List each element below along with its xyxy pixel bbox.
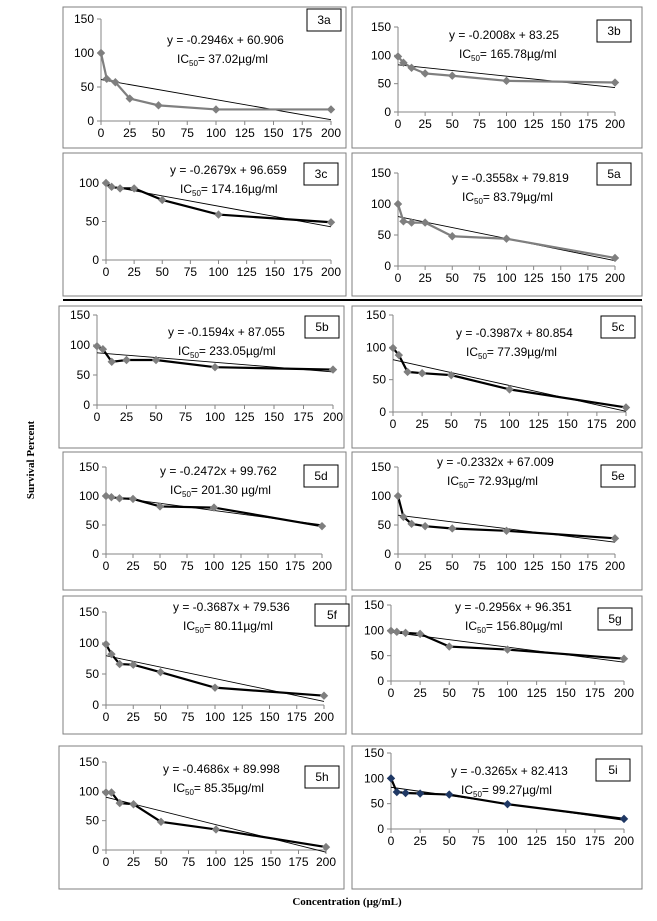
x-tick-label: 100 xyxy=(499,417,520,431)
x-tick-label: 0 xyxy=(387,834,395,848)
x-tick-label: 150 xyxy=(555,686,576,700)
ic50-value: = 99.27µg/ml xyxy=(481,783,552,797)
y-tick-label: 100 xyxy=(69,338,90,352)
y-tick-label: 150 xyxy=(78,755,99,769)
x-tick-label: 100 xyxy=(497,686,518,700)
y-tick-label: 150 xyxy=(363,746,384,760)
y-tick-label: 0 xyxy=(384,105,391,119)
x-tick-label: 100 xyxy=(208,265,229,279)
y-tick-label: 150 xyxy=(78,460,99,474)
x-tick-label: 150 xyxy=(264,265,285,279)
x-tick-label: 175 xyxy=(584,686,605,700)
x-tick-label: 75 xyxy=(181,710,195,724)
x-tick-label: 50 xyxy=(153,710,168,724)
x-tick-label: 25 xyxy=(413,834,427,848)
ic50-prefix: IC xyxy=(462,190,474,204)
x-tick-label: 125 xyxy=(528,417,549,431)
trend-equation: y = -0.2956x + 96.351 xyxy=(455,600,572,614)
ic50-subscript: 50 xyxy=(189,59,198,68)
trend-equation: y = -0.4686x + 89.998 xyxy=(163,762,280,776)
chart-panel-5f xyxy=(63,596,349,734)
trend-equation: y = -0.3265x + 82.413 xyxy=(451,764,568,778)
x-tick-label: 50 xyxy=(149,410,163,424)
x-tick-label: 0 xyxy=(93,410,101,424)
x-tick-label: 150 xyxy=(550,117,571,131)
x-tick-label: 100 xyxy=(496,559,517,573)
y-tick-label: 50 xyxy=(377,518,391,532)
y-tick-label: 150 xyxy=(363,598,384,612)
chart-panel-5d xyxy=(63,452,346,590)
ic50-prefix: IC xyxy=(178,344,190,358)
x-tick-label: 75 xyxy=(180,559,194,573)
ic50-prefix: IC xyxy=(180,182,192,196)
y-tick-label: 0 xyxy=(83,398,90,412)
y-tick-label: 0 xyxy=(87,114,94,128)
trend-equation: y = -0.3687x + 79.536 xyxy=(173,600,290,614)
x-tick-label: 175 xyxy=(292,265,313,279)
ic50-prefix: IC xyxy=(465,619,477,633)
panel-id-label: 5c xyxy=(611,320,625,334)
y-tick-label: 50 xyxy=(85,667,99,681)
y-tick-label: 100 xyxy=(78,489,99,503)
ic50-prefix: IC xyxy=(183,619,195,633)
x-tick-label: 100 xyxy=(497,834,518,848)
x-tick-label: 50 xyxy=(444,417,458,431)
x-tick-label: 25 xyxy=(127,265,141,279)
x-tick-label: 0 xyxy=(394,559,402,573)
trend-equation: y = -0.2946x + 60.906 xyxy=(167,33,284,47)
trend-equation: y = -0.2008x + 83.25 xyxy=(449,28,560,42)
x-tick-label: 125 xyxy=(236,265,257,279)
ic50-prefix: IC xyxy=(459,47,471,61)
x-tick-label: 150 xyxy=(557,417,578,431)
trend-equation: y = -0.2472x + 99.762 xyxy=(160,464,277,478)
chart-panel-3b xyxy=(352,7,642,148)
chart-panel-5h xyxy=(59,746,344,889)
x-tick-label: 200 xyxy=(322,410,344,424)
ic50-subscript: 50 xyxy=(471,54,480,63)
panel-id-label: 5e xyxy=(611,469,625,483)
x-tick-label: 50 xyxy=(154,855,168,869)
panel-id-label: 5h xyxy=(315,770,329,784)
x-tick-label: 125 xyxy=(523,271,544,285)
x-tick-label: 50 xyxy=(151,126,166,140)
x-tick-label: 125 xyxy=(230,559,252,573)
y-tick-label: 0 xyxy=(384,259,391,273)
x-tick-label: 125 xyxy=(523,559,544,573)
ic50-prefix: IC xyxy=(447,474,459,488)
trend-equation: y = -0.2679x + 96.659 xyxy=(170,163,287,177)
x-tick-label: 25 xyxy=(123,126,137,140)
y-tick-label: 150 xyxy=(370,166,391,180)
panel-id-label: 5f xyxy=(326,608,338,622)
panel-id-label: 3b xyxy=(607,24,621,38)
x-tick-label: 0 xyxy=(394,117,402,131)
x-tick-label: 0 xyxy=(102,710,110,724)
x-tick-label: 200 xyxy=(315,855,337,869)
ic50-subscript: 50 xyxy=(459,481,468,490)
ic50-subscript: 50 xyxy=(185,788,194,797)
chart-panel-5g xyxy=(352,596,642,734)
x-tick-label: 50 xyxy=(155,265,169,279)
y-tick-label: 100 xyxy=(363,771,384,786)
ic50-subscript: 50 xyxy=(192,189,201,198)
x-tick-label: 50 xyxy=(442,686,456,700)
ic50-prefix: IC xyxy=(170,483,182,497)
x-tick-label: 25 xyxy=(418,271,432,285)
y-tick-label: 150 xyxy=(69,308,90,322)
x-tick-label: 175 xyxy=(584,834,605,848)
x-tick-label: 150 xyxy=(259,710,280,724)
panel-id-label: 5g xyxy=(608,612,622,626)
chart-panel-5e xyxy=(352,452,642,590)
panel-id-label: 3c xyxy=(314,167,328,181)
y-tick-label: 150 xyxy=(370,20,391,34)
x-tick-label: 25 xyxy=(415,417,429,431)
y-tick-label: 50 xyxy=(372,372,386,387)
x-tick-label: 150 xyxy=(550,559,571,573)
x-tick-label: 0 xyxy=(387,686,395,700)
x-tick-label: 50 xyxy=(445,271,459,285)
x-axis-label: Concentration (µg/mL) xyxy=(292,896,402,908)
x-tick-label: 175 xyxy=(288,855,309,869)
x-tick-label: 125 xyxy=(234,410,255,424)
x-tick-label: 25 xyxy=(418,117,432,131)
ic50-prefix: IC xyxy=(461,783,473,797)
y-tick-label: 150 xyxy=(73,12,94,26)
ic50-value: = 85.35µg/ml xyxy=(193,781,264,795)
x-tick-label: 175 xyxy=(586,417,607,431)
x-tick-label: 100 xyxy=(496,271,517,285)
panel-id-label: 5a xyxy=(607,167,621,181)
chart-panel-3c xyxy=(63,153,346,296)
y-tick-label: 50 xyxy=(377,228,391,242)
x-tick-label: 100 xyxy=(203,559,225,573)
y-tick-label: 50 xyxy=(377,76,391,91)
x-tick-label: 75 xyxy=(473,417,488,431)
y-tick-label: 0 xyxy=(384,547,391,561)
ic50-prefix: IC xyxy=(173,781,185,795)
y-tick-label: 0 xyxy=(377,674,384,688)
x-tick-label: 75 xyxy=(471,686,486,700)
x-tick-label: 175 xyxy=(286,710,307,724)
x-tick-label: 100 xyxy=(204,710,226,724)
ic50-value: = 83.79µg/ml xyxy=(482,190,553,204)
y-tick-label: 0 xyxy=(92,547,99,561)
y-tick-label: 0 xyxy=(92,698,99,712)
ic50-value: = 165.78µg/ml xyxy=(479,47,557,61)
x-tick-label: 50 xyxy=(153,559,167,573)
ic50-value: = 233.05µg/ml xyxy=(198,344,276,358)
y-tick-label: 50 xyxy=(370,796,384,811)
x-tick-label: 200 xyxy=(604,559,626,573)
y-tick-label: 100 xyxy=(78,176,99,190)
y-tick-label: 50 xyxy=(80,80,94,94)
x-tick-label: 100 xyxy=(205,126,227,140)
ic50-subscript: 50 xyxy=(195,626,204,635)
y-tick-label: 0 xyxy=(92,843,99,857)
x-tick-label: 75 xyxy=(181,855,196,869)
x-tick-label: 175 xyxy=(577,271,598,285)
x-tick-label: 150 xyxy=(555,834,576,848)
x-tick-label: 0 xyxy=(102,855,110,869)
y-tick-label: 100 xyxy=(365,340,386,355)
x-tick-label: 75 xyxy=(183,265,198,279)
x-tick-label: 75 xyxy=(472,117,487,131)
ic50-subscript: 50 xyxy=(190,351,199,360)
chart-panel-5b xyxy=(59,306,344,448)
ic50-subscript: 50 xyxy=(473,790,482,799)
trend-equation: y = -0.1594x + 87.055 xyxy=(168,325,285,339)
ic50-value: = 201.30 µg/ml xyxy=(190,483,271,497)
x-tick-label: 200 xyxy=(604,117,626,131)
x-tick-label: 200 xyxy=(311,559,333,573)
trend-equation: y = -0.3987x + 80.854 xyxy=(456,326,573,340)
x-tick-label: 125 xyxy=(523,117,544,131)
y-tick-label: 50 xyxy=(76,368,90,382)
y-tick-label: 100 xyxy=(363,623,384,638)
x-tick-label: 75 xyxy=(178,410,193,424)
x-tick-label: 200 xyxy=(613,834,635,848)
x-tick-label: 200 xyxy=(313,710,335,724)
x-tick-label: 125 xyxy=(526,834,547,848)
x-tick-label: 50 xyxy=(445,559,459,573)
y-tick-label: 100 xyxy=(370,197,391,211)
chart-panel-5c xyxy=(352,306,642,448)
y-tick-label: 100 xyxy=(78,784,99,799)
x-tick-label: 25 xyxy=(126,710,140,724)
ic50-subscript: 50 xyxy=(182,490,191,499)
x-tick-label: 25 xyxy=(413,686,427,700)
panel-id-label: 5b xyxy=(315,320,329,334)
ic50-value: = 72.93µg/ml xyxy=(467,474,538,488)
x-tick-label: 150 xyxy=(550,271,571,285)
x-tick-label: 175 xyxy=(293,410,314,424)
chart-panel-3a xyxy=(63,7,346,148)
y-tick-label: 0 xyxy=(379,405,386,419)
x-tick-label: 150 xyxy=(263,410,285,424)
x-tick-label: 200 xyxy=(615,417,637,431)
y-tick-label: 50 xyxy=(85,214,99,229)
ic50-value: = 80.11µg/ml xyxy=(203,619,273,633)
x-tick-label: 125 xyxy=(232,710,253,724)
x-tick-label: 25 xyxy=(126,559,140,573)
y-tick-label: 100 xyxy=(73,46,94,60)
x-tick-label: 100 xyxy=(496,117,517,131)
ic50-value: = 77.39µg/ml xyxy=(486,345,557,359)
y-tick-label: 50 xyxy=(85,813,99,828)
ic50-prefix: IC xyxy=(177,52,189,66)
ic50-value: = 174.16µg/ml xyxy=(200,182,278,196)
x-tick-label: 75 xyxy=(472,271,487,285)
x-tick-label: 150 xyxy=(257,559,279,573)
ic50-subscript: 50 xyxy=(474,197,483,206)
y-axis-label: Survival Percent xyxy=(25,420,37,500)
y-tick-label: 100 xyxy=(370,48,391,63)
y-tick-label: 100 xyxy=(78,636,99,650)
ic50-value: = 37.02µg/ml xyxy=(197,52,268,66)
x-tick-label: 25 xyxy=(418,559,432,573)
y-tick-label: 100 xyxy=(370,489,391,503)
x-tick-label: 100 xyxy=(205,855,227,869)
y-tick-label: 0 xyxy=(377,822,384,836)
ic50-value: = 156.80µg/ml xyxy=(485,619,563,633)
x-tick-label: 75 xyxy=(471,834,486,848)
ic50-subscript: 50 xyxy=(478,352,487,361)
x-tick-label: 75 xyxy=(180,126,194,140)
x-tick-label: 0 xyxy=(97,126,105,140)
x-tick-label: 200 xyxy=(320,126,342,140)
x-tick-label: 50 xyxy=(442,834,456,848)
x-tick-label: 200 xyxy=(320,265,342,279)
x-tick-label: 150 xyxy=(260,855,282,869)
y-tick-label: 0 xyxy=(92,253,99,267)
x-tick-label: 150 xyxy=(263,126,284,140)
x-tick-label: 25 xyxy=(119,410,134,424)
x-tick-label: 175 xyxy=(577,559,598,573)
x-tick-label: 125 xyxy=(526,686,547,700)
x-tick-label: 0 xyxy=(389,417,397,431)
x-tick-label: 0 xyxy=(394,271,402,285)
x-tick-label: 25 xyxy=(126,855,141,869)
x-tick-label: 100 xyxy=(204,410,226,424)
x-tick-label: 200 xyxy=(604,271,626,285)
x-tick-label: 175 xyxy=(577,117,598,131)
panel-id-label: 5d xyxy=(314,469,328,483)
y-tick-label: 150 xyxy=(365,308,386,322)
x-tick-label: 125 xyxy=(234,126,255,140)
x-tick-label: 50 xyxy=(445,117,459,131)
y-tick-label: 50 xyxy=(370,648,384,663)
panel-id-label: 5i xyxy=(608,763,618,777)
x-tick-label: 175 xyxy=(292,126,313,140)
x-tick-label: 125 xyxy=(233,855,254,869)
ic50-subscript: 50 xyxy=(477,626,486,635)
trend-equation: y = -0.3558x + 79.819 xyxy=(452,171,569,185)
x-tick-label: 75 xyxy=(472,559,487,573)
ic50-prefix: IC xyxy=(466,345,478,359)
x-tick-label: 0 xyxy=(102,265,110,279)
chart-panel-5a xyxy=(352,153,642,296)
x-tick-label: 175 xyxy=(284,559,306,573)
x-tick-label: 0 xyxy=(102,559,110,573)
y-tick-label: 150 xyxy=(78,605,99,619)
y-tick-label: 50 xyxy=(85,518,99,532)
chart-panel-5i xyxy=(352,746,642,889)
panel-id-label: 3a xyxy=(317,13,331,27)
x-tick-label: 200 xyxy=(613,686,635,700)
trend-equation: y = -0.2332x + 67.009 xyxy=(437,455,554,469)
y-tick-label: 150 xyxy=(370,460,391,474)
